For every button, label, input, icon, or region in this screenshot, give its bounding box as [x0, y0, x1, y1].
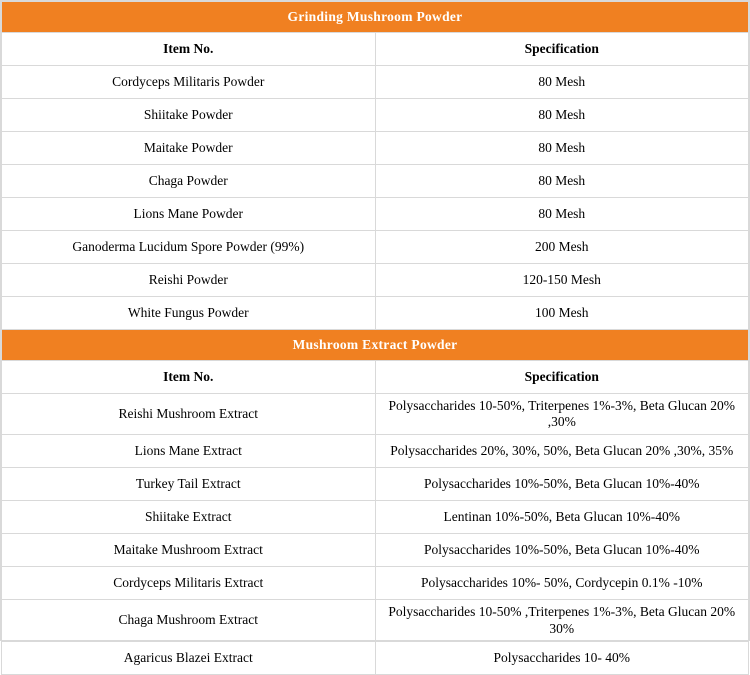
cell-specification: 80 Mesh: [375, 165, 749, 198]
cell-specification: Polysaccharides 10-50%, Triterpenes 1%-3%, Beta Glucan 20% ,30%: [375, 394, 749, 435]
column-header-row: [2, 361, 749, 394]
cell-item-name: Reishi Powder: [2, 264, 376, 297]
cell-item-name: Turkey Tail Extract: [2, 468, 376, 501]
cell-item-name: Ganoderma Lucidum Spore Powder (99%): [2, 231, 376, 264]
column-header-item-no: Item No.: [2, 33, 376, 66]
table-row: [2, 534, 749, 567]
table-row: [2, 501, 749, 534]
cell-item-name: Cordyceps Militaris Extract: [2, 567, 376, 600]
cell-item-name: Reishi Mushroom Extract: [2, 394, 376, 435]
cell-item-name: Agaricus Blazei Extract: [2, 641, 376, 674]
table-row: [2, 435, 749, 468]
specification-table: [1, 1, 749, 675]
cell-specification: 80 Mesh: [375, 66, 749, 99]
table-row: [2, 132, 749, 165]
cell-item-name: Maitake Mushroom Extract: [2, 534, 376, 567]
section-header-mushroom-extract-powder: [2, 330, 749, 361]
section-title: [2, 330, 749, 361]
cell-item-name: Chaga Mushroom Extract: [2, 600, 376, 641]
cell-specification: Polysaccharides 10%-50%, Beta Glucan 10%-40%: [375, 534, 749, 567]
table-row: [2, 165, 749, 198]
cell-specification: 200 Mesh: [375, 231, 749, 264]
table-row: [2, 297, 749, 330]
cell-item-name: Shiitake Powder: [2, 99, 376, 132]
table-row: [2, 231, 749, 264]
cell-item-name: Lions Mane Powder: [2, 198, 376, 231]
cell-item-name: Shiitake Extract: [2, 501, 376, 534]
column-header-item-no: Item No.: [2, 361, 376, 394]
cell-specification: Polysaccharides 10- 40%: [375, 641, 749, 674]
column-header-specification: Specification: [375, 361, 749, 394]
cell-item-name: White Fungus Powder: [2, 297, 376, 330]
cell-item-name: Cordyceps Militaris Powder: [2, 66, 376, 99]
table-row: [2, 264, 749, 297]
cell-specification: Polysaccharides 10-50% ,Triterpenes 1%-3%, Beta Glucan 20% 30%: [375, 600, 749, 641]
column-header-row: [2, 33, 749, 66]
cell-item-name: Lions Mane Extract: [2, 435, 376, 468]
table-row: [2, 394, 749, 435]
cell-specification: Lentinan 10%-50%, Beta Glucan 10%-40%: [375, 501, 749, 534]
cell-specification: 100 Mesh: [375, 297, 749, 330]
cell-item-name: Chaga Powder: [2, 165, 376, 198]
cell-item-name: Maitake Powder: [2, 132, 376, 165]
cell-specification: 80 Mesh: [375, 132, 749, 165]
table-row: [2, 600, 749, 641]
cell-specification: 80 Mesh: [375, 198, 749, 231]
cell-specification: 120-150 Mesh: [375, 264, 749, 297]
cell-specification: 80 Mesh: [375, 99, 749, 132]
section-title-text: Grinding Mushroom Powder: [287, 8, 463, 24]
column-header-specification: Specification: [375, 33, 749, 66]
table-row: [2, 99, 749, 132]
table-row: [2, 641, 749, 674]
cell-specification: Polysaccharides 10%- 50%, Cordycepin 0.1% -10%: [375, 567, 749, 600]
section-title: [2, 2, 749, 33]
cell-specification: Polysaccharides 10%-50%, Beta Glucan 10%-40%: [375, 468, 749, 501]
cell-specification: Polysaccharides 20%, 30%, 50%, Beta Glucan 20% ,30%, 35%: [375, 435, 749, 468]
table-row: [2, 468, 749, 501]
table-row: [2, 198, 749, 231]
section-title-text: Mushroom Extract Powder: [292, 336, 458, 352]
section-header-grinding-mushroom-powder: [2, 2, 749, 33]
table-row: [2, 66, 749, 99]
table-row: [2, 567, 749, 600]
